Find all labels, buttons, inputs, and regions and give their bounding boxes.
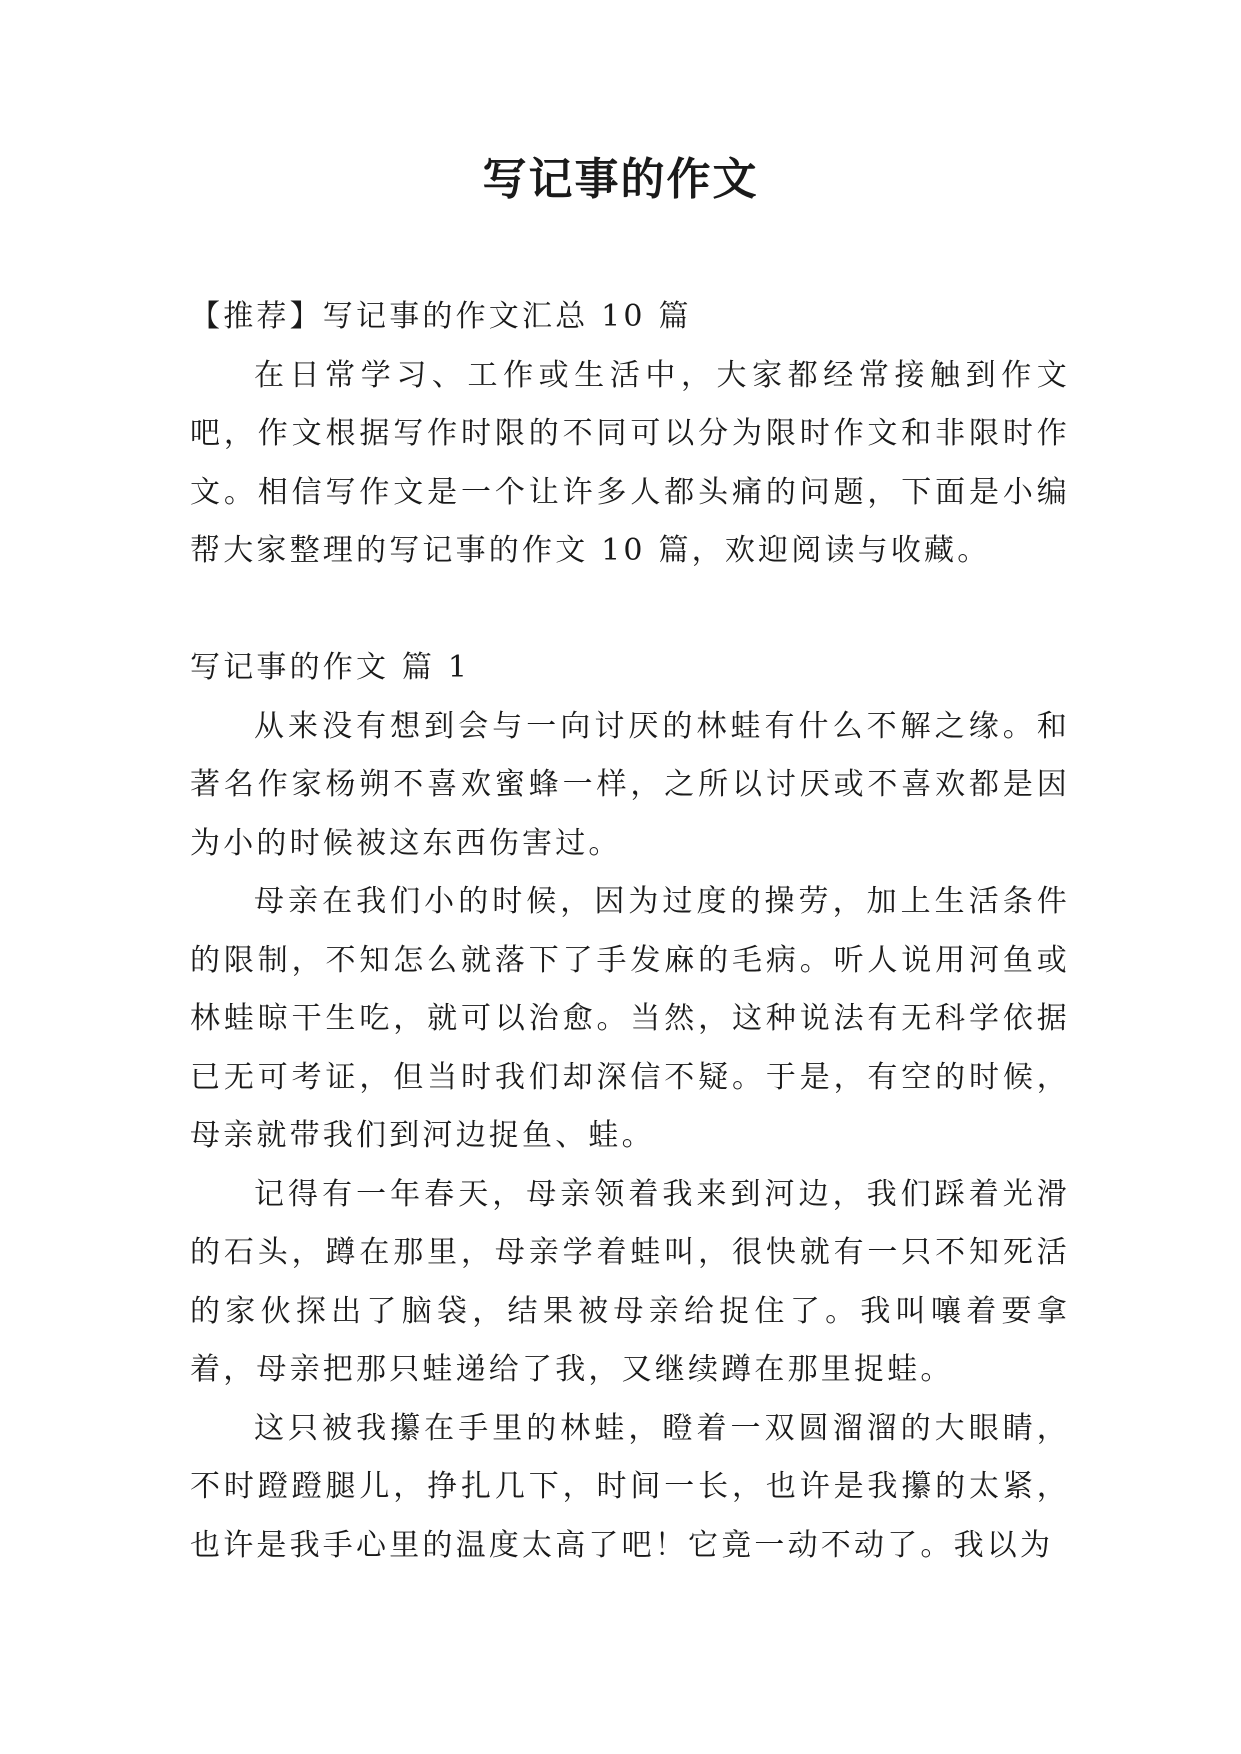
document-title: 写记事的作文 [482, 154, 759, 205]
intro-paragraph: 在日常学习、工作或生活中，大家都经常接触到作文吧，作文根据写作时限的不同可以分为限时作文和非限时作文。相信写作文是一个让许多人都头痛的问题，下面是小编帮大家整理的写记事的作文 10 篇，欢迎阅读与收藏。 [190, 357, 1070, 568]
blank-line [190, 581, 1070, 640]
document-subtitle: 【推荐】写记事的作文汇总 10 篇 [190, 299, 692, 334]
body-paragraph-3: 记得有一年春天，母亲领着我来到河边，我们踩着光滑的石头，蹲在那里，母亲学着蛙叫，很快就有一只不知死活的家伙探出了脑袋，结果被母亲给捉住了。我叫嚷着要拿着，母亲把那只蛙递给了我，又继续蹲在那里捉蛙。 [190, 1176, 1070, 1387]
document-body [190, 288, 1070, 1575]
body-paragraph-1: 从来没有想到会与一向讨厌的林蛙有什么不解之缘。和著名作家杨朔不喜欢蜜蜂一样，之所以讨厌或不喜欢都是因为小的时候被这东西伤害过。 [190, 708, 1070, 861]
body-paragraph-4: 这只被我攥在手里的林蛙，瞪着一双圆溜溜的大眼睛，不时蹬蹬腿儿，挣扎几下，时间一长，也许是我攥的太紧，也许是我手心里的温度太高了吧！它竟一动不动了。我以为 [190, 1410, 1070, 1563]
body-paragraph-2: 母亲在我们小的时候，因为过度的操劳，加上生活条件的限制，不知怎么就落下了手发麻的毛病。听人说用河鱼或林蛙晾干生吃，就可以治愈。当然，这种说法有无科学依据已无可考证，但当时我们却深信不疑。于是，有空的时候，母亲就带我们到河边捉鱼、蛙。 [190, 884, 1070, 1153]
section-heading: 写记事的作文 篇 1 [190, 650, 471, 685]
